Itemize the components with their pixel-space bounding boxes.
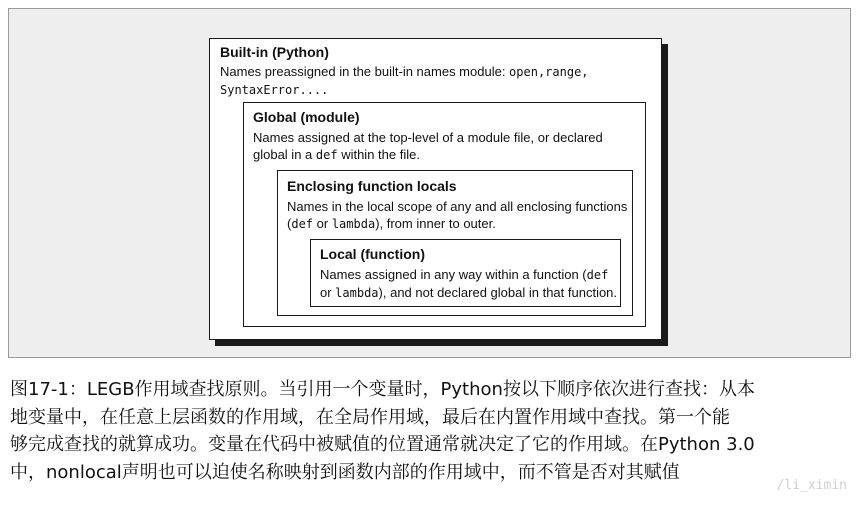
local-scope-title: Local (function) (320, 246, 425, 262)
global-scope-description (253, 129, 603, 164)
builtin-desc-code-syntaxerror: SyntaxError.... (220, 83, 329, 97)
enclosing-desc-line1: Names in the local scope of any and all enclosing functions (287, 199, 628, 214)
enclosing-desc-line2-suffix: ), from inner to outer. (375, 216, 496, 231)
enclosing-desc-or: or (313, 216, 332, 231)
legb-figure-panel (8, 8, 851, 358)
global-scope-title: Global (module) (253, 109, 360, 125)
enclosing-scope-description (287, 198, 627, 233)
builtin-scope-description (220, 63, 589, 99)
local-desc-line1-prefix: Names assigned in any way within a function ( (320, 267, 587, 282)
local-desc-line2-prefix: or (320, 285, 336, 300)
local-desc-code-lambda: lambda (335, 286, 379, 300)
global-desc-line2-suffix: within the file. (337, 147, 420, 162)
watermark-text: /li_ximin (776, 478, 847, 493)
local-desc-line2-suffix: ), and not declared global in that function. (378, 285, 618, 300)
caption-line-4: 中，nonlocal声明也可以迫使名称映射到函数内部的作用域中，而不管是否对其赋值 (10, 461, 680, 483)
enclosing-desc-code-lambda: lambda (331, 217, 376, 231)
builtin-desc-code-open-range: open,range, (509, 65, 589, 79)
local-desc-code-def: def (586, 268, 609, 282)
builtin-scope-title: Built-in (Python) (220, 44, 329, 60)
global-desc-line2-prefix: global in a (253, 147, 316, 162)
enclosing-scope-title: Enclosing function locals (287, 178, 457, 194)
local-scope-box (310, 239, 621, 307)
figure-caption (10, 376, 852, 486)
enclosing-desc-code-def: def (291, 217, 314, 231)
caption-line-2: 地变量中，在任意上层函数的作用域，在全局作用域，最后在内置作用域中查找。第一个能 (10, 406, 730, 428)
local-scope-description (320, 266, 617, 302)
enclosing-desc-open-paren: ( (287, 216, 292, 231)
caption-line-3: 够完成查找的就算成功。变量在代码中被赋值的位置通常就决定了它的作用域。在Python 3.0 (10, 434, 755, 455)
caption-line-1: 图17-1：LEGB作用域查找原则。当引用一个变量时，Python按以下顺序依次进行查找：从本 (10, 379, 755, 400)
global-desc-code-def: def (315, 148, 338, 162)
builtin-desc-text: Names preassigned in the built-in names module: (220, 64, 510, 79)
global-desc-line1: Names assigned at the top-level of a module file, or declared (253, 130, 603, 145)
